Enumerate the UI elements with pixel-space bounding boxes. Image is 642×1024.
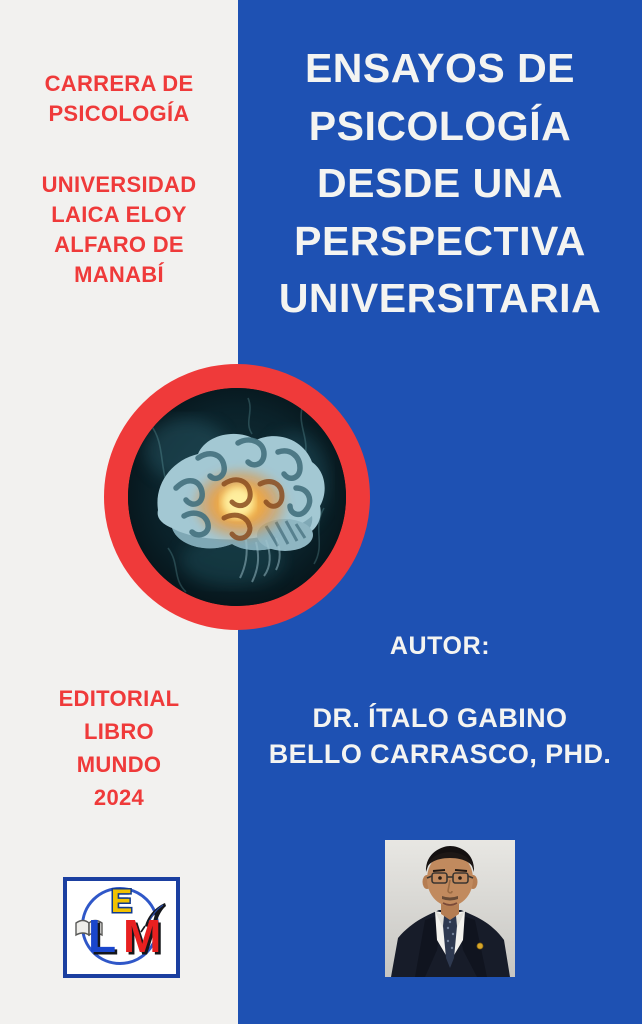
editorial-line: 2024 xyxy=(93,785,145,810)
title-line: UNIVERSITARIA xyxy=(278,275,602,321)
author-name-line: BELLO CARRASCO, PHD. xyxy=(268,739,612,769)
university-line: MANABÍ xyxy=(74,262,164,287)
university-line: LAICA ELOY xyxy=(51,202,187,227)
career-line: PSICOLOGÍA xyxy=(48,101,190,126)
publisher-logo xyxy=(63,877,180,978)
career-line: CARRERA DE xyxy=(44,71,194,96)
career-heading xyxy=(0,69,238,129)
author-portrait xyxy=(385,840,515,977)
title-line: ENSAYOS DE xyxy=(304,45,576,91)
author-portrait-image xyxy=(385,840,515,977)
university-line: ALFARO DE xyxy=(54,232,184,257)
university-line: UNIVERSIDAD xyxy=(41,172,197,197)
editorial-line: LIBRO xyxy=(84,719,154,744)
book-title xyxy=(238,40,642,328)
title-line: PERSPECTIVA xyxy=(294,217,586,264)
logo-letter-e: E xyxy=(110,883,133,919)
editorial-imprint xyxy=(0,682,238,814)
brain-artwork xyxy=(128,388,346,606)
title-line: DESDE UNA xyxy=(317,160,563,206)
author-label: AUTOR: xyxy=(389,632,491,660)
brain-photo-frame xyxy=(104,364,370,630)
editorial-line: EDITORIAL xyxy=(58,686,180,711)
editorial-line: MUNDO xyxy=(76,752,162,777)
author-name xyxy=(238,700,642,772)
logo-letter-m: M xyxy=(123,910,162,962)
logo-letter-l: L xyxy=(88,910,117,962)
university-name xyxy=(0,170,238,290)
author-name-line: DR. ÍTALO GABINO xyxy=(312,703,568,733)
title-line: PSICOLOGÍA xyxy=(308,102,572,149)
